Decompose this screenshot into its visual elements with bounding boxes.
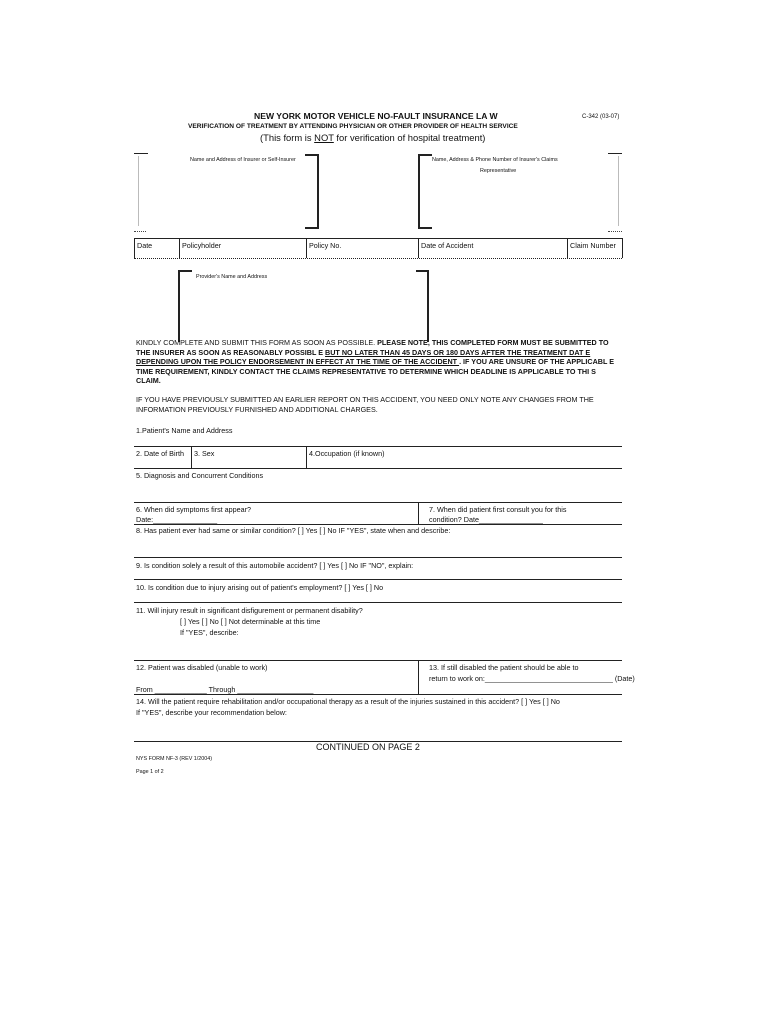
date-of-accident-field-label: Date of Accident: [421, 241, 474, 250]
q13-return-date: return to work on:________________________________ (Date): [429, 674, 635, 683]
rep-box-corner-tr: [608, 153, 622, 154]
q2-date-of-birth: 2. Date of Birth: [136, 449, 184, 458]
form-subtitle: VERIFICATION OF TREATMENT BY ATTENDING PHYSICIAN OR OTHER PROVIDER OF HEALTH SERVICE: [188, 123, 518, 130]
previous-report-note: [136, 395, 612, 414]
grid-line-7: [134, 602, 622, 603]
policyholder-field-label: Policyholder: [182, 241, 222, 250]
q14-rehabilitation: 14. Will the patient require rehabilitation and/or occupational therapy as a result of the injuries sustained in this accident? [ ] Yes [ ] No: [136, 697, 560, 706]
insurer-box-left-guide: [138, 156, 139, 226]
claim-number-field-label: Claim Number: [570, 241, 616, 250]
date-field-label: Date: [137, 241, 153, 250]
prev-line2: INFORMATION PREVIOUSLY FURNISHED AND ADDITIONAL CHARGES.: [136, 404, 378, 414]
instr-line4: TIME REQUIREMENT, KINDLY CONTACT THE CLAIMS REPRESENTATIVE TO DETERMINE WHICH DEADLINE IS APPLICABLE TO THI S: [136, 366, 596, 376]
instr-line1-a: KINDLY COMPLETE AND SUBMIT THIS FORM AS SOON AS POSSIBLE.: [136, 338, 378, 347]
policy-no-field-label: Policy No.: [309, 241, 342, 250]
page-number: Page 1 of 2: [136, 769, 164, 775]
q8-similar-condition: 8. Has patient ever had same or similar condition? [ ] Yes [ ] No IF "YES", state when and describe:: [136, 526, 451, 535]
q7-first-consult: 7. When did patient first consult you for this: [429, 505, 567, 514]
form-title: NEW YORK MOTOR VEHICLE NO-FAULT INSURANCE LA W: [254, 111, 498, 121]
info-row-top: [134, 238, 622, 239]
q9-solely-accident: 9. Is condition solely a result of this automobile accident? [ ] Yes [ ] No IF "NO", explain:: [136, 561, 414, 570]
rep-label-line1: Name, Address & Phone Number of Insurer's Claims: [432, 157, 558, 163]
nys-form-id: NYS FORM NF-3 (REV 1/2004): [136, 756, 213, 762]
prev-line1: IF YOU HAVE PREVIOUSLY SUBMITTED AN EARLIER REPORT ON THIS ACCIDENT, YOU NEED ONLY NOTE ANY CHANGES FROM THE: [136, 395, 594, 404]
q7-date-blank: condition? Date________________: [429, 515, 543, 524]
info-row-right: [622, 238, 623, 258]
instr-line3-b: . IF YOU ARE UNSURE OF THE APPLICABL E: [459, 357, 615, 367]
hospital-note-not: NOT: [314, 132, 334, 143]
info-row-bottom: [134, 258, 622, 259]
grid-line-8: [134, 660, 622, 661]
grid-line-9: [134, 694, 622, 695]
q5-diagnosis: 5. Diagnosis and Concurrent Conditions: [136, 471, 264, 480]
q4-occupation: 4.Occupation (if known): [309, 449, 385, 458]
grid-line-5: [134, 557, 622, 558]
instr-line1-b: PLEASE NOTE, THIS COMPLETED FORM MUST BE SUBMITTED TO: [377, 338, 609, 347]
q10-employment: 10. Is condition due to injury arising out of patient's employment? [ ] Yes [ ] No: [136, 583, 384, 592]
q11-disfigurement: 11. Will injury result in significant disfigurement or permanent disability?: [136, 606, 363, 615]
q11-options: [ ] Yes [ ] No [ ] Not determinable at this time: [180, 617, 321, 626]
q6-date-blank: Date:________________: [136, 515, 218, 524]
insurer-label: Name and Address of Insurer or Self-Insurer: [190, 157, 296, 163]
grid-line-4: [134, 524, 622, 525]
provider-box-top-left: [178, 270, 192, 272]
rep-box-right-guide: [618, 156, 619, 226]
insurer-box-corner-tl: [134, 153, 148, 154]
grid-line-2: [134, 468, 622, 469]
instr-line3-a: DEPENDING UPON THE POLICY ENDORSEMENT IN EFFECT AT THE TIME OF THE ACCIDENT: [136, 357, 460, 367]
provider-box-left: [178, 270, 180, 342]
info-divider-2: [306, 238, 307, 258]
instructions-block: [136, 338, 615, 386]
instr-line5: CLAIM.: [136, 376, 161, 386]
q6-symptoms-appear: 6. When did symptoms first appear?: [136, 505, 252, 514]
form-code: C-342 (03-07): [582, 114, 620, 120]
q12-disabled: 12. Patient was disabled (unable to work): [136, 663, 268, 672]
q3-sex: 3. Sex: [194, 449, 215, 458]
grid-line-1: [134, 446, 622, 447]
insurer-box-right: [317, 154, 319, 228]
q12-date-range: From _____________ Through ___________________: [136, 685, 314, 694]
rep-box-bottom-left: [418, 227, 432, 229]
insurer-box-bottom-right: [305, 227, 319, 229]
info-divider-1: [179, 238, 180, 258]
provider-label: Provider's Name and Address: [196, 274, 268, 280]
grid-line-6: [134, 579, 622, 580]
q1-patient-name-address: 1.Patient's Name and Address: [136, 426, 233, 435]
q2-divider: [191, 446, 192, 468]
info-divider-3: [418, 238, 419, 258]
q11-describe: If "YES", describe:: [180, 628, 239, 637]
info-divider-4: [567, 238, 568, 258]
q3-divider: [306, 446, 307, 468]
rep-box-corner-br: [608, 231, 622, 232]
q6-divider: [418, 502, 419, 524]
rep-label-line2: Representative: [480, 168, 517, 174]
q12-divider: [418, 660, 419, 694]
insurer-box-corner-bl: [134, 231, 146, 232]
continued-on-page-2: CONTINUED ON PAGE 2: [316, 742, 420, 752]
hospital-note-suffix: for verification of hospital treatment): [333, 132, 486, 143]
grid-line-3: [134, 502, 622, 503]
hospital-note-prefix: (This form is: [260, 132, 315, 143]
rep-box-top-left: [418, 154, 432, 156]
q13-return-work: 13. If still disabled the patient should be able to: [429, 663, 579, 672]
provider-box-right: [427, 270, 429, 342]
q14-describe: If "YES", describe your recommendation below:: [136, 708, 287, 717]
hospital-note: [260, 133, 485, 142]
info-row-left: [134, 238, 135, 258]
instr-line2-b: BUT NO LATER THAN 45 DAYS OR 180 DAYS AFTER THE TREATMENT DAT E: [325, 347, 591, 357]
rep-box-left: [418, 154, 420, 228]
instr-line2-a: THE INSURER AS SOON AS REASONABLY POSSIBL E: [136, 347, 326, 357]
